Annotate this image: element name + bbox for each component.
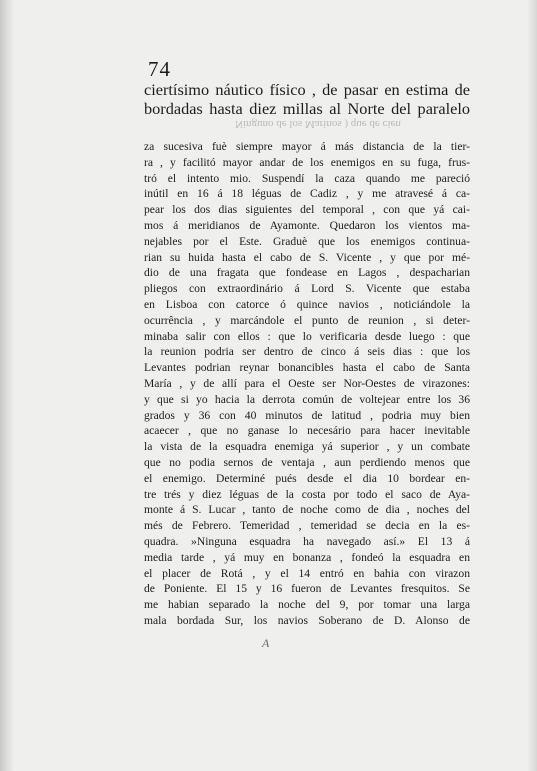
text-line: media tarde , yá muy en bonanza , fondeó la esquadra en [144,550,470,564]
text-line: tró el intento mio. Suspendí la caza quando me pareció [144,171,470,185]
text-line: Levantes podrian reynar bonancibles hasta el cabo de Santa [144,361,470,375]
text-line: mala bordada Sur, los navios Soberano de D. Alonso de [144,613,470,627]
bleed-through-text: Ninguno de los Marinos ) que de cien [235,118,401,130]
text-line: za sucesiva fuè siempre mayor á más distancia de la tier- [144,140,470,153]
text-line: grados y 36 con 40 minutos de latitud , podria muy bien [144,408,470,422]
page-gutter-shadow [0,0,14,771]
text-line: dio de una fragata que fondease en Lagos , despacharian [144,266,470,280]
text-line: de Poniente. El 15 y 16 fueron de Levantes fresquitos. Se [144,582,470,596]
text-line: María , y de allí para el Oeste ser Nor-Oestes de virazones: [144,376,470,390]
text-line: tre trés y diez léguas de la costa por todo el saco de Aya- [144,487,470,501]
text-line: el placer de Rotá , y el 14 entró en bahia con virazon [144,566,470,580]
text-line: pear los dos dias siguientes del temporal , con que yá cai- [144,203,470,217]
text-line: ocurrência , y marcándole el punto de reunion , si deter- [144,313,470,327]
page-number: 74 [148,57,171,81]
text-line: monte á S. Lucar , tanto de noche como de dia , noches del [144,503,470,517]
text-line: que no podia sernos de ventaja , aun perdiendo menos que [144,455,470,469]
text-line: el enemigo. Determiné pués desde el dia 10 bordear en- [144,471,470,485]
text-line: y que si yo hacia la derrota común de voltejear entre los 36 [144,392,470,406]
text-line: minaba salir con ellos : que lo verificaria desde luego : que [144,329,470,343]
text-line-large: bordadas hasta diez millas al Norte del paralelo [144,99,470,118]
page-text-block [144,58,470,629]
text-line: més de Febrero. Temeridad , temeridad se decia en la es- [144,519,470,533]
text-line: pliegos con extraordinário á Lord S. Vicente que estaba [144,282,470,296]
text-line: nejables por el Este. Graduè que los enemigos continua- [144,234,470,248]
text-line-large: ciertísimo náutico físico , de pasar en estima de [144,80,470,99]
text-line: la reunion podria ser dentro de cinco á seis dias : que los [144,345,470,359]
text-line: ra , y facilitó mayor andar de los enemigos en su fuga, frus- [144,155,470,169]
text-line: en Lisboa con catorce ó quince navios , noticiándole la [144,297,470,311]
text-line: mos á meridianos de Ayamonte. Quedaron los vientos ma- [144,218,470,232]
text-line: la vista de la esquadra enemiga yá superior , y un combate [144,440,470,454]
signature-mark: A [262,636,270,650]
text-line: me habian separado la noche del 9, por tomar una larga [144,598,470,612]
text-line: rian su huida hasta el cabo de S. Vicente , y que por mé- [144,250,470,264]
text-line: acaecer , que no ganase lo necesário para hacer inevitable [144,424,470,438]
text-line: quadra. »Ninguna esquadra ha navegado así.» El 13 á [144,534,470,548]
page-edge-shadow [527,0,537,771]
text-line: inútil en 16 á 18 léguas de Cadiz , y me atravesé á ca- [144,187,470,201]
